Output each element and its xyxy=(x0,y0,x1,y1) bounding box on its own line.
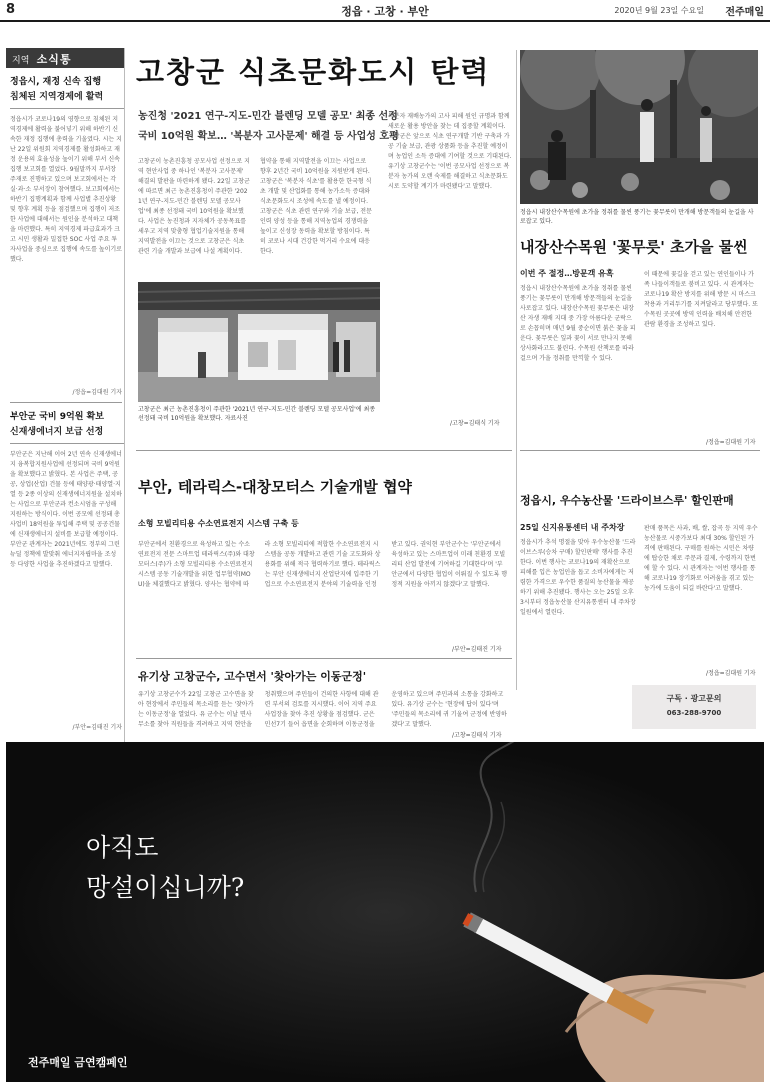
flower-story-credit: /정읍=김대원 기자 xyxy=(706,439,756,446)
brief-divider xyxy=(10,402,122,403)
exhibition-photo-caption xyxy=(138,405,380,423)
flower-photo-caption: 정읍시 내장산수목원에 초가을 정취를 물씬 풍기는 꽃무릇이 만개해 방문객들의 눈길을 사로잡고 있다. xyxy=(520,209,754,225)
ad-headline-1: 아직도 xyxy=(86,833,159,862)
flower-story-body-col2: 이 때문에 꽃길을 걷고 있는 연인들이나 가족 나들이객들로 붐비고 있다. 시 관계자는 코로나19 확산 방지를 위해 방문 시 마스크 착용과 거리두기를 지켜달라고 당부했다. 또 수목원 곳곳에 방역 인력을 배치해 안전한 관람 환경을 조성하고 있다. xyxy=(644,271,758,328)
drive-thru-credit: /정읍=김대원 기자 xyxy=(706,670,756,677)
news-briefs-tag-sub: 지역 xyxy=(12,56,30,66)
news-briefs-column xyxy=(6,48,125,748)
lead-credit: /고창=김태식 기자 xyxy=(450,420,500,427)
mayor-visit-body: 유기상 고창군수가 22일 고창군 고수면을 찾아 현장에서 주민들의 목소리를 듣는 '찾아가는 이동군정'을 열었다. 유 군수는 이날 면사무소를 찾아 직원들을 격려하고 지역 현안을 청취했으며 주민들이 건의한 사항에 대해 관련 부서의 검토를 지시했다. 이어 지역 주요 사업장을 찾아 추진 상황을 점검했다. 군은 민선7기 들어 읍면을 순회하며 이동군정을 운영하고 있으며 주민과의 소통을 강화하고 있다. 유기상 군수는 '현장에 답이 있다'며 '주민들의 목소리에 귀 기울여 군정에 반영하겠다'고 말했다. xyxy=(138,691,507,728)
lead-subtitle-2: 국비 10억원 확보… '복분자 고사문제' 해결 등 사업성 호평 xyxy=(138,131,399,142)
lead-body-col3: 복분자 재배농가의 고사 피해 원인 규명과 함께 새로운 활용 방안을 찾는 데 집중할 계획이다. 고창군은 앞으로 식초 연구개발 기반 구축과 가공 기술 보급, 관광 상품화 등을 추진할 예정이며 농업인 소득 증대에 기여할 것으로 기대된다. 유기상 고창군수는 '이번 공모사업 선정으로 복분자 농가의 오랜 숙제를 해결하고 식초문화도시로 도약할 계기가 마련됐다'고 말했다. xyxy=(388,113,512,190)
subscription-box xyxy=(632,685,756,729)
news-briefs-tag xyxy=(6,48,124,68)
masthead xyxy=(0,0,770,22)
brief2-body: 부안군은 지난해 이어 2년 연속 신재생에너지 융복합지원사업에 선정되며 국비 9억원을 확보했다고 밝혔다. 본 사업은 주택, 공공, 상업(산업) 건물 등에 태양광·태양열·지열 등 2종 이상의 신재생에너지원을 설치하는 사업으로 부안군과 컨소시엄을 구성해 지원하는 방식이다. 이번 공모에 선정돼 총사업비 18억원을 투입해 주택 및 공공건물에 신재생에너지 설비를 보급할 예정이다. 부안군 관계자는 2021년에도 정부의 그린뉴딜 정책에 발맞춰 에너지자립마을 조성 등 다양한 사업을 추진하겠다고 말했다. xyxy=(10,451,122,568)
brief1-title-line1: 정읍시, 재정 신속 집행 xyxy=(10,77,102,87)
story-divider xyxy=(136,658,512,659)
tech-agreement-headline: 부안, 테라릭스-대창모터스 기술개발 협약 xyxy=(138,478,412,496)
flower-story-body-col1: 정읍시 내장산수목원에 초가을 정취를 물씬 풍기는 꽃무릇이 만개해 방문객들의 눈길을 사로잡고 있다. 내장산수목원 꽃무릇은 내장산 자생 재배 지대 중 가장 아름다운 군락으로 손꼽히며 매년 9월 중순이면 붉은 꽃을 피운다. 꽃무릇은 잎과 꽃이 서로 만나지 못해 상사화라고도 불린다. 수목원 산책로를 따라 걸으며 가을 정취를 만끽할 수 있다. xyxy=(520,285,636,362)
ad-headline-2: 망설이십니까? xyxy=(86,873,245,902)
subscription-label: 구독 · 광고문의 xyxy=(666,694,722,703)
flower-story-headline: 내장산수목원 '꽃무릇' 초가을 물씬 xyxy=(520,238,748,256)
exhibition-booth-photo xyxy=(138,282,380,402)
drive-thru-subtitle: 25일 신지유통센터 내 주차장 xyxy=(520,523,625,532)
tech-agreement-credit: /부안=김태진 기자 xyxy=(452,646,502,653)
brief1-credit: /정읍=김대원 기자 xyxy=(72,389,122,396)
section-title: 정읍 · 고창 · 부안 xyxy=(341,5,429,18)
column-divider xyxy=(516,50,517,690)
story-divider xyxy=(520,450,760,451)
cigarette-hand-illustration xyxy=(6,742,764,1082)
flower-garden-photo xyxy=(520,50,758,204)
subscription-phone: 063-288-9700 xyxy=(666,709,722,717)
exhibition-photo-caption-text: 고창군은 최근 농촌진흥청이 주관한 '2021년 연구-지도-민간 블렌딩 모델 공모사업'에 최종 선정돼 국비 10억원을 확보했다. xyxy=(138,406,376,422)
brief1-body: 정읍시가 코로나19의 영향으로 침체된 지역경제에 활력을 불어넣기 위해 하반기 신속한 재정 집행에 총력을 기울였다. 시는 지난 22일 위원회 지역경제를 활성화하고 재정 운용의 효율성을 높이기 위해 부서 신속 집행 보고회를 열었다. 9월말까지 부서장 주재로 진행하고 있으며 보고회에서는 각 실·과·소 부서장이 참여했다. 보고회에서는 하반기 집행계획과 함께 사업별 추진상황 및 향후 계획 등을 점검했으며 집행이 저조한 사업에 대해서는 원인을 분석하고 대책을 마련했다. 특히 지역경제 파급효과가 크고 시민 생활과 밀접한 SOC 사업 주요 투자사업을 중심으로 집행에 속도를 높이기로 했다. xyxy=(10,116,122,263)
brief2-title-line2: 신재생에너지 보급 선정 xyxy=(10,426,124,444)
lead-body-col1: 고창군이 농촌진흥청 공모사업 선정으로 지역 현안사업 중 하나인 '복분자 고사문제' 해결의 발판을 마련하게 됐다. 22일 고창군에 따르면 최근 농촌진흥청이 주관한 '2021년 연구-지도-민간 블렌딩 모델 공모사업'에 최종 선정돼 국비 10억원을 확보했다. 사업은 농진청과 지자체가 공동목표를 세우고 지역 맞춤형 협업기술지원을 통해 지역발전을 이끄는 것으로 고창군은 식초 관련 기술 개발과 보급에 나설 계획이다. xyxy=(138,158,250,255)
lead-body-col2: 협약을 통해 지역발전을 이끄는 사업으로 향후 2년간 국비 10억원을 지원받게 된다. 고창군은 '복분자 식초'를 활용한 한국형 식초 개발 및 산업화를 통해 농가소득 증대와 식초문화도시 조성에 속도를 낼 예정이다. 고창군은 식초 관련 연구와 기술 보급, 전문 인력 양성 등을 통해 지역농업의 경쟁력을 높이고 신성장 동력을 확보할 방침이다. 특히 코로나 시대 건강한 먹거리 수요에 대응한다. xyxy=(260,158,372,255)
tech-agreement-subtitle: 소형 모빌리티용 수소연료전지 시스템 구축 등 xyxy=(138,519,299,528)
brief2-credit: /부안=김태진 기자 xyxy=(72,724,122,731)
paper-name: 전주매일 xyxy=(725,7,764,18)
tech-agreement-body: 부안군에서 친환경으로 육성하고 있는 수소연료전지 전문 스마트업 테라릭스(주)와 대창모터스(주)가 소형 모빌리티용 수소연료전지 시스템 공동 기술개발을 위한 업무협약(MOU)을 체결했다고 밝혔다. 양사는 협약에 따라 소형 모빌리티에 적합한 수소연료전지 시스템을 공동 개발하고 관련 기술 고도화와 상용화를 위해 적극 협력하기로 했다. 테라릭스는 부안 신재생에너지 산업단지에 입주한 기업으로 수소연료전지 분야의 기술력을 인정받고 있다. 권익현 부안군수는 '부안군에서 육성하고 있는 스마트업이 미래 친환경 모빌리티 산업 발전에 기여하길 기대한다'며 '부안군에서 다양한 협업이 이뤄질 수 있도록 행정적 지원을 아끼지 않겠다'고 말했다. xyxy=(138,541,508,588)
page-number: 8 xyxy=(6,2,16,17)
story-divider xyxy=(136,450,512,451)
drive-thru-headline: 정읍시, 우수농산물 '드라이브스루' 할인판매 xyxy=(520,494,734,507)
flower-story-subtitle: 이번 주 절정…방문객 유혹 xyxy=(520,269,614,278)
drive-thru-body-col1: 정읍시가 추석 명절을 맞아 우수농산물 '드라이브스루(승차 구매) 할인판매' 행사를 추진한다. 이번 행사는 코로나19의 재확산으로 피해를 입은 농업인을 돕고 소비자에게는 저렴한 가격으로 우수한 품질의 농산물을 제공하기 위해 추진됐다. 행사는 오는 25일 오후 3시부터 정읍농산물 산지유통센터 내 주차장 일원에서 열린다. xyxy=(520,539,636,616)
brief2-title-line1: 부안군 국비 9억원 확보 xyxy=(10,412,104,422)
brief1-title-line2: 침체된 지역경제에 활력 xyxy=(10,91,124,109)
news-briefs-tag-main: 소식통 xyxy=(36,53,72,66)
mayor-visit-credit: /고창=김태식 기자 xyxy=(452,732,502,739)
mayor-visit-headline: 유기상 고창군수, 고수면서 '찾아가는 이동군정' xyxy=(138,670,367,683)
exhibition-photo-source: 자료사진 xyxy=(224,415,248,422)
lead-headline: 고창군 식초문화도시 탄력 xyxy=(136,55,491,89)
ad-campaign-footer: 전주매일 금연캠페인 xyxy=(28,1056,128,1069)
drive-thru-body-col2: 판매 품목은 사과, 배, 쌀, 잡곡 등 지역 우수농산물로 시중가보다 최대 30% 할인된 가격에 판매된다. 구매를 원하는 시민은 차량에 탑승한 채로 주문과 결제, 수령까지 한번에 할 수 있다. 시 관계자는 '이번 행사를 통해 코로나19 장기화로 어려움을 겪고 있는 농가에 도움이 되길 바란다'고 말했다. xyxy=(644,525,758,592)
lead-subtitle-1: 농진청 '2021 연구-지도-민간 블렌딩 모델 공모' 최종 선정 xyxy=(138,111,398,122)
anti-smoking-ad xyxy=(6,742,764,1082)
issue-date: 2020년 9월 23일 수요일 xyxy=(614,6,704,15)
